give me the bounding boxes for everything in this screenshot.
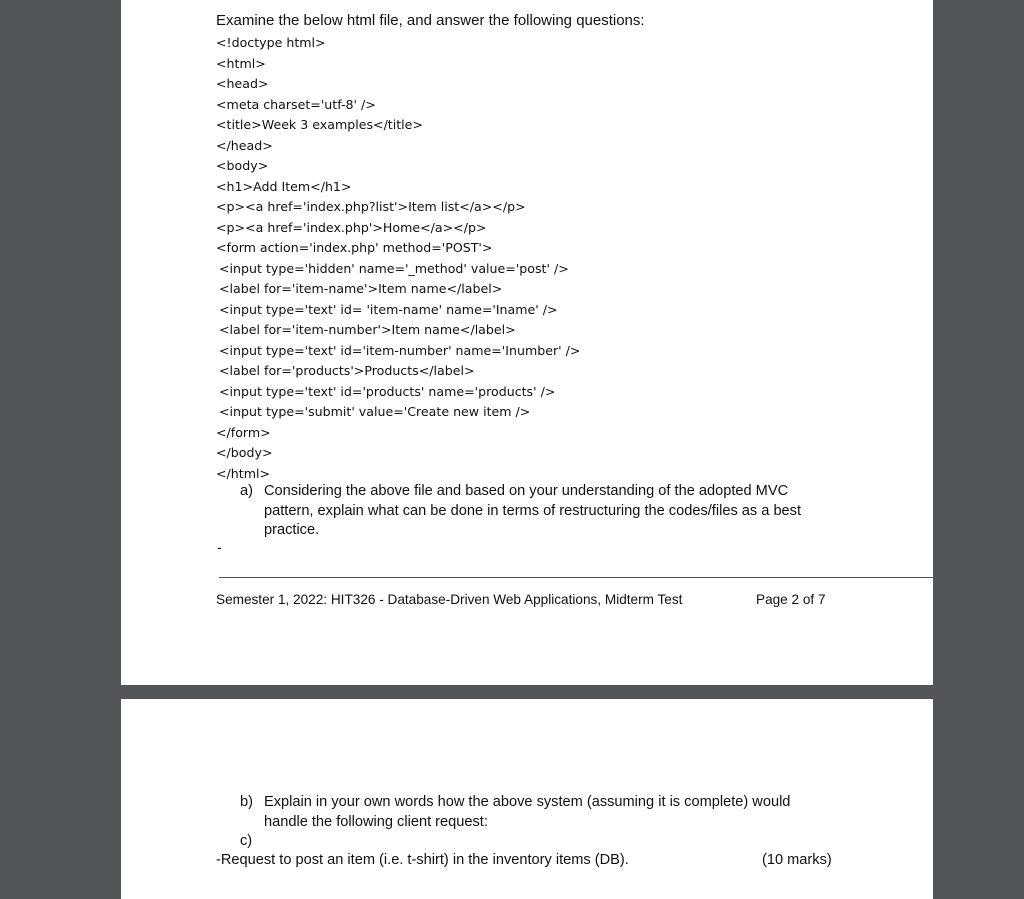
code-line: <label for='products'>Products</label> [219, 363, 475, 378]
code-line: <h1>Add Item</h1> [216, 178, 352, 194]
code-line: </head> [216, 137, 273, 153]
html-code-listing [216, 33, 580, 484]
code-line: <input type='text' id='item-number' name='Inumber' /> [219, 342, 581, 358]
document-page-2 [121, 0, 933, 685]
code-line: </body> [216, 445, 273, 460]
code-line: <html> [216, 55, 266, 71]
code-line: <input type='hidden' name='_method' value='post' /> [219, 260, 569, 276]
code-line: <!doctype html> [216, 35, 326, 50]
footer-divider [219, 577, 933, 578]
code-line: <meta charset='utf-8' /> [216, 96, 376, 112]
document-page-3 [121, 699, 933, 899]
code-line: <p><a href='index.php?list'>Item list</a></p> [216, 199, 526, 214]
code-line: <input type='text' id='products' name='products' /> [219, 383, 556, 399]
code-line: <input type='submit' value='Create new item /> [219, 404, 531, 419]
footer-course-info: Semester 1, 2022: HIT326 - Database-Driven Web Applications, Midterm Test [216, 592, 683, 607]
code-line: <head> [216, 76, 269, 91]
intro-text: Examine the below html file, and answer the following questions: [216, 12, 645, 29]
marks-label: (10 marks) [762, 852, 832, 868]
code-line: <input type='text' id= 'item-name' name='Iname' /> [219, 301, 558, 317]
code-line: <label for='item-number'>Item name</label> [219, 322, 516, 337]
code-line: <label for='item-name'>Item name</label> [219, 281, 503, 296]
question-c-label: c) [240, 833, 253, 849]
question-a-label: a) [240, 483, 253, 499]
code-line: <form action='index.php' method='POST'> [216, 240, 493, 255]
code-line: <title>Week 3 examples</title> [216, 117, 423, 132]
code-line: <body> [216, 158, 269, 173]
question-b-text: Explain in your own words how the above system (assuming it is complete) would handle the following client request: [264, 794, 791, 830]
request-text: -Request to post an item (i.e. t-shirt) in the inventory items (DB). [216, 852, 629, 868]
code-line: <p><a href='index.php'>Home</a></p> [216, 219, 487, 235]
footer-page-number: Page 2 of 7 [756, 592, 826, 607]
dash-marker: - [217, 539, 222, 555]
question-a-text: Considering the above file and based on your understanding of the adopted MVC pattern, explain what can be done in terms of restructuring the codes/files as a best practice. [264, 483, 802, 538]
code-line: </html> [216, 465, 271, 481]
question-b-label: b) [240, 794, 253, 810]
code-line: </form> [216, 424, 271, 440]
